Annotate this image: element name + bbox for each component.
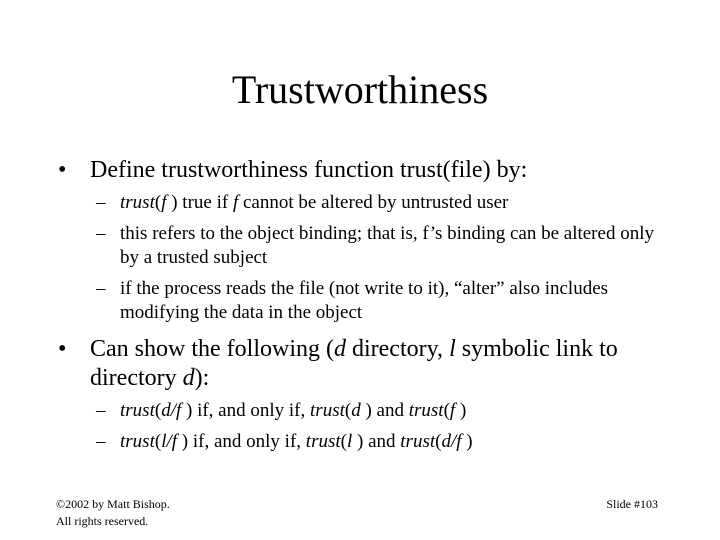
sub-bullet-2-2 xyxy=(56,430,676,454)
sub-bullet-text: if the process reads the file (not write to it), “alter” also includes modifying the data in the object xyxy=(120,278,609,323)
sub-bullet-text: this refers to the object binding; that is, f’s binding can be altered only by a trusted subject xyxy=(120,223,654,268)
bullet-2 xyxy=(56,335,676,393)
slide-content xyxy=(56,156,676,461)
rights-text: All rights reserved. xyxy=(56,514,149,528)
bullet-dot: • xyxy=(58,157,67,183)
bullet-1-text: Define trustworthiness function trust(file) by: xyxy=(90,157,528,183)
footer-copyright xyxy=(56,496,170,530)
sub-bullet-dash: – xyxy=(96,278,106,299)
sub-bullet-1-3 xyxy=(56,277,676,325)
slide-number: Slide #103 xyxy=(606,497,658,511)
sub-bullet-dash: – xyxy=(96,192,106,213)
sub-bullet-text: trust(l/f ) if, and only if, trust(l ) and trust(d/f ) xyxy=(120,431,473,452)
sub-bullet-1-2 xyxy=(56,222,676,270)
sub-bullet-text: trust(f ) true if f cannot be altered by untrusted user xyxy=(120,192,509,213)
sub-bullet-dash: – xyxy=(96,223,106,244)
sub-bullet-dash: – xyxy=(96,431,106,452)
bullet-2-text: Can show the following (d directory, l symbolic link to directory d): xyxy=(90,336,618,391)
copyright-text: ©2002 by Matt Bishop. xyxy=(56,497,170,511)
slide-title: Trustworthiness xyxy=(231,67,489,112)
sub-bullet-2-1 xyxy=(56,399,676,423)
sub-bullet-1-1 xyxy=(56,191,676,215)
sub-bullet-dash: – xyxy=(96,400,106,421)
bullet-dot: • xyxy=(58,336,67,362)
sub-bullet-text: trust(d/f ) if, and only if, trust(d ) and trust(f ) xyxy=(120,400,467,421)
bullet-1 xyxy=(56,156,676,185)
